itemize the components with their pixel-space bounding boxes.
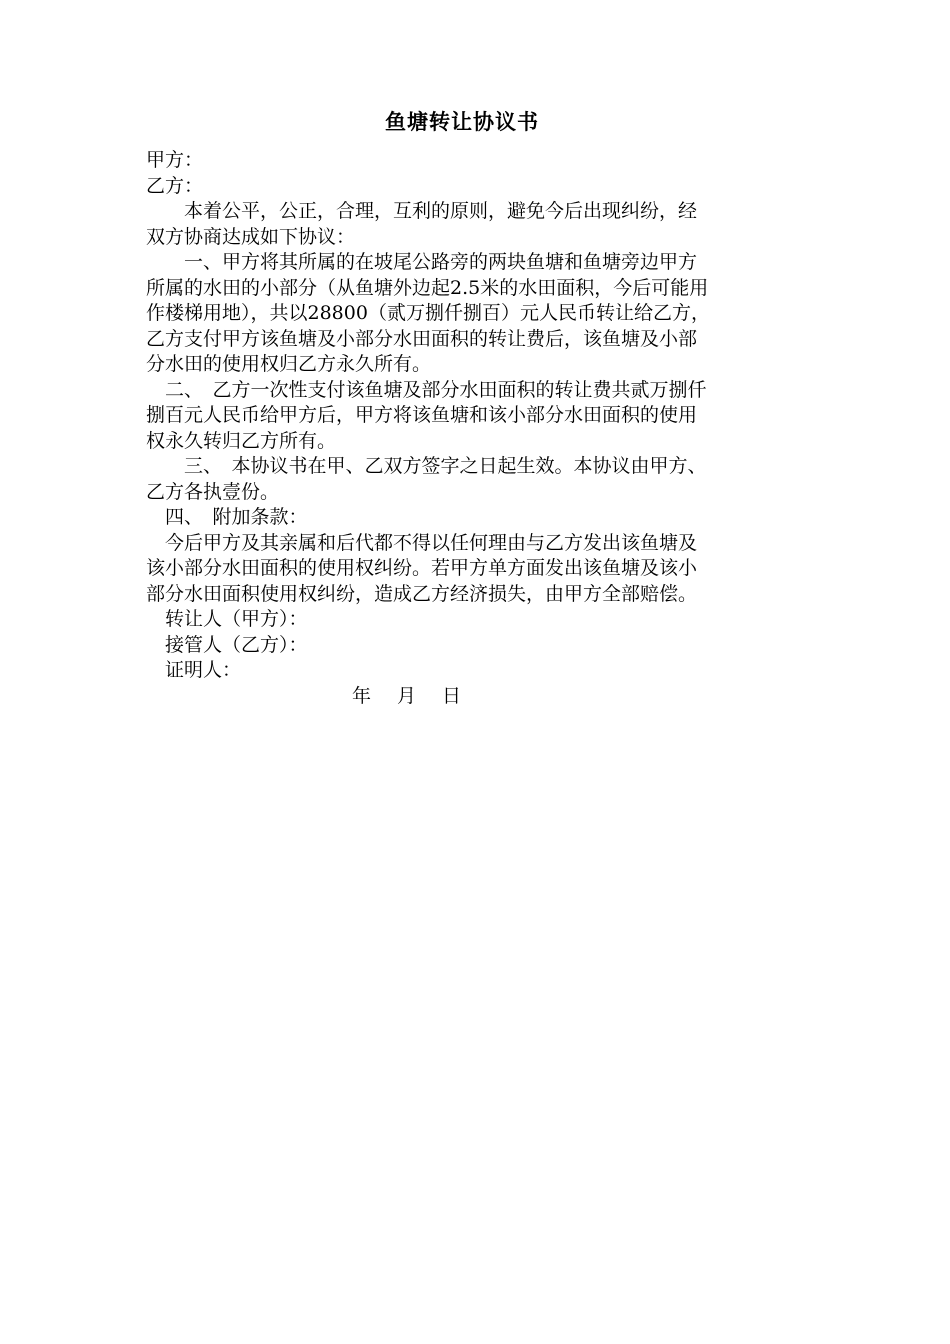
document-title: 鱼塘转让协议书 — [385, 110, 539, 134]
clause-3-line: 乙方各执壹份。 — [146, 480, 280, 503]
clause-4-line: 今后甲方及其亲属和后代都不得以任何理由与乙方发出该鱼塘及 — [146, 531, 698, 554]
receiver-signature-line: 接管人（乙方）： — [146, 633, 308, 656]
clause-1-line: 作楼梯用地），共以28800（贰万捌仟捌百）元人民币转让给乙方， — [146, 302, 710, 324]
party-a-line: 甲方： — [146, 149, 204, 171]
date-line — [146, 684, 818, 710]
clause-1-line: 乙方支付甲方该鱼塘及小部分水田面积的转让费后，该鱼塘及小部 — [146, 327, 698, 350]
document-body — [146, 148, 818, 709]
clause-4-line: 该小部分水田面积的使用权纠纷。若甲方单方面发出该鱼塘及该小 — [146, 557, 698, 579]
transferor-signature-line: 转让人（甲方）： — [146, 608, 308, 630]
clause-3-line: 三、 本协议书在甲、乙双方签字之日起生效。本协议由甲方、 — [146, 455, 707, 477]
clause-2-line: 权永久转归乙方所有。 — [146, 429, 337, 452]
clause-4-line: 部分水田面积使用权纠纷，造成乙方经济损失，由甲方全部赔偿。 — [146, 582, 698, 605]
clause-1-line: 分水田的使用权归乙方永久所有。 — [146, 353, 432, 375]
clause-4-heading: 四、 附加条款： — [146, 506, 308, 528]
party-b-line: 乙方： — [146, 174, 204, 197]
clause-2-line: 二、 乙方一次性支付该鱼塘及部分水田面积的转让费共贰万捌仟 — [146, 378, 707, 401]
clause-1-line: 所属的水田的小部分（从鱼塘外边起2.5米的水田面积，今后可能用 — [146, 276, 709, 299]
date-day: 日 — [442, 684, 462, 707]
preamble-line: 双方协商达成如下协议： — [146, 225, 356, 248]
date-month: 月 — [397, 684, 417, 707]
clause-2-line: 捌百元人民币给甲方后，甲方将该鱼塘和该小部分水田面积的使用 — [146, 404, 698, 426]
clause-1-line: 一、甲方将其所属的在坡尾公路旁的两块鱼塘和鱼塘旁边甲方 — [146, 251, 698, 273]
witness-signature-line: 证明人： — [146, 659, 242, 681]
preamble-line: 本着公平，公正，合理，互利的原则，避免今后出现纠纷，经 — [146, 200, 698, 222]
date-year: 年 — [352, 684, 372, 707]
